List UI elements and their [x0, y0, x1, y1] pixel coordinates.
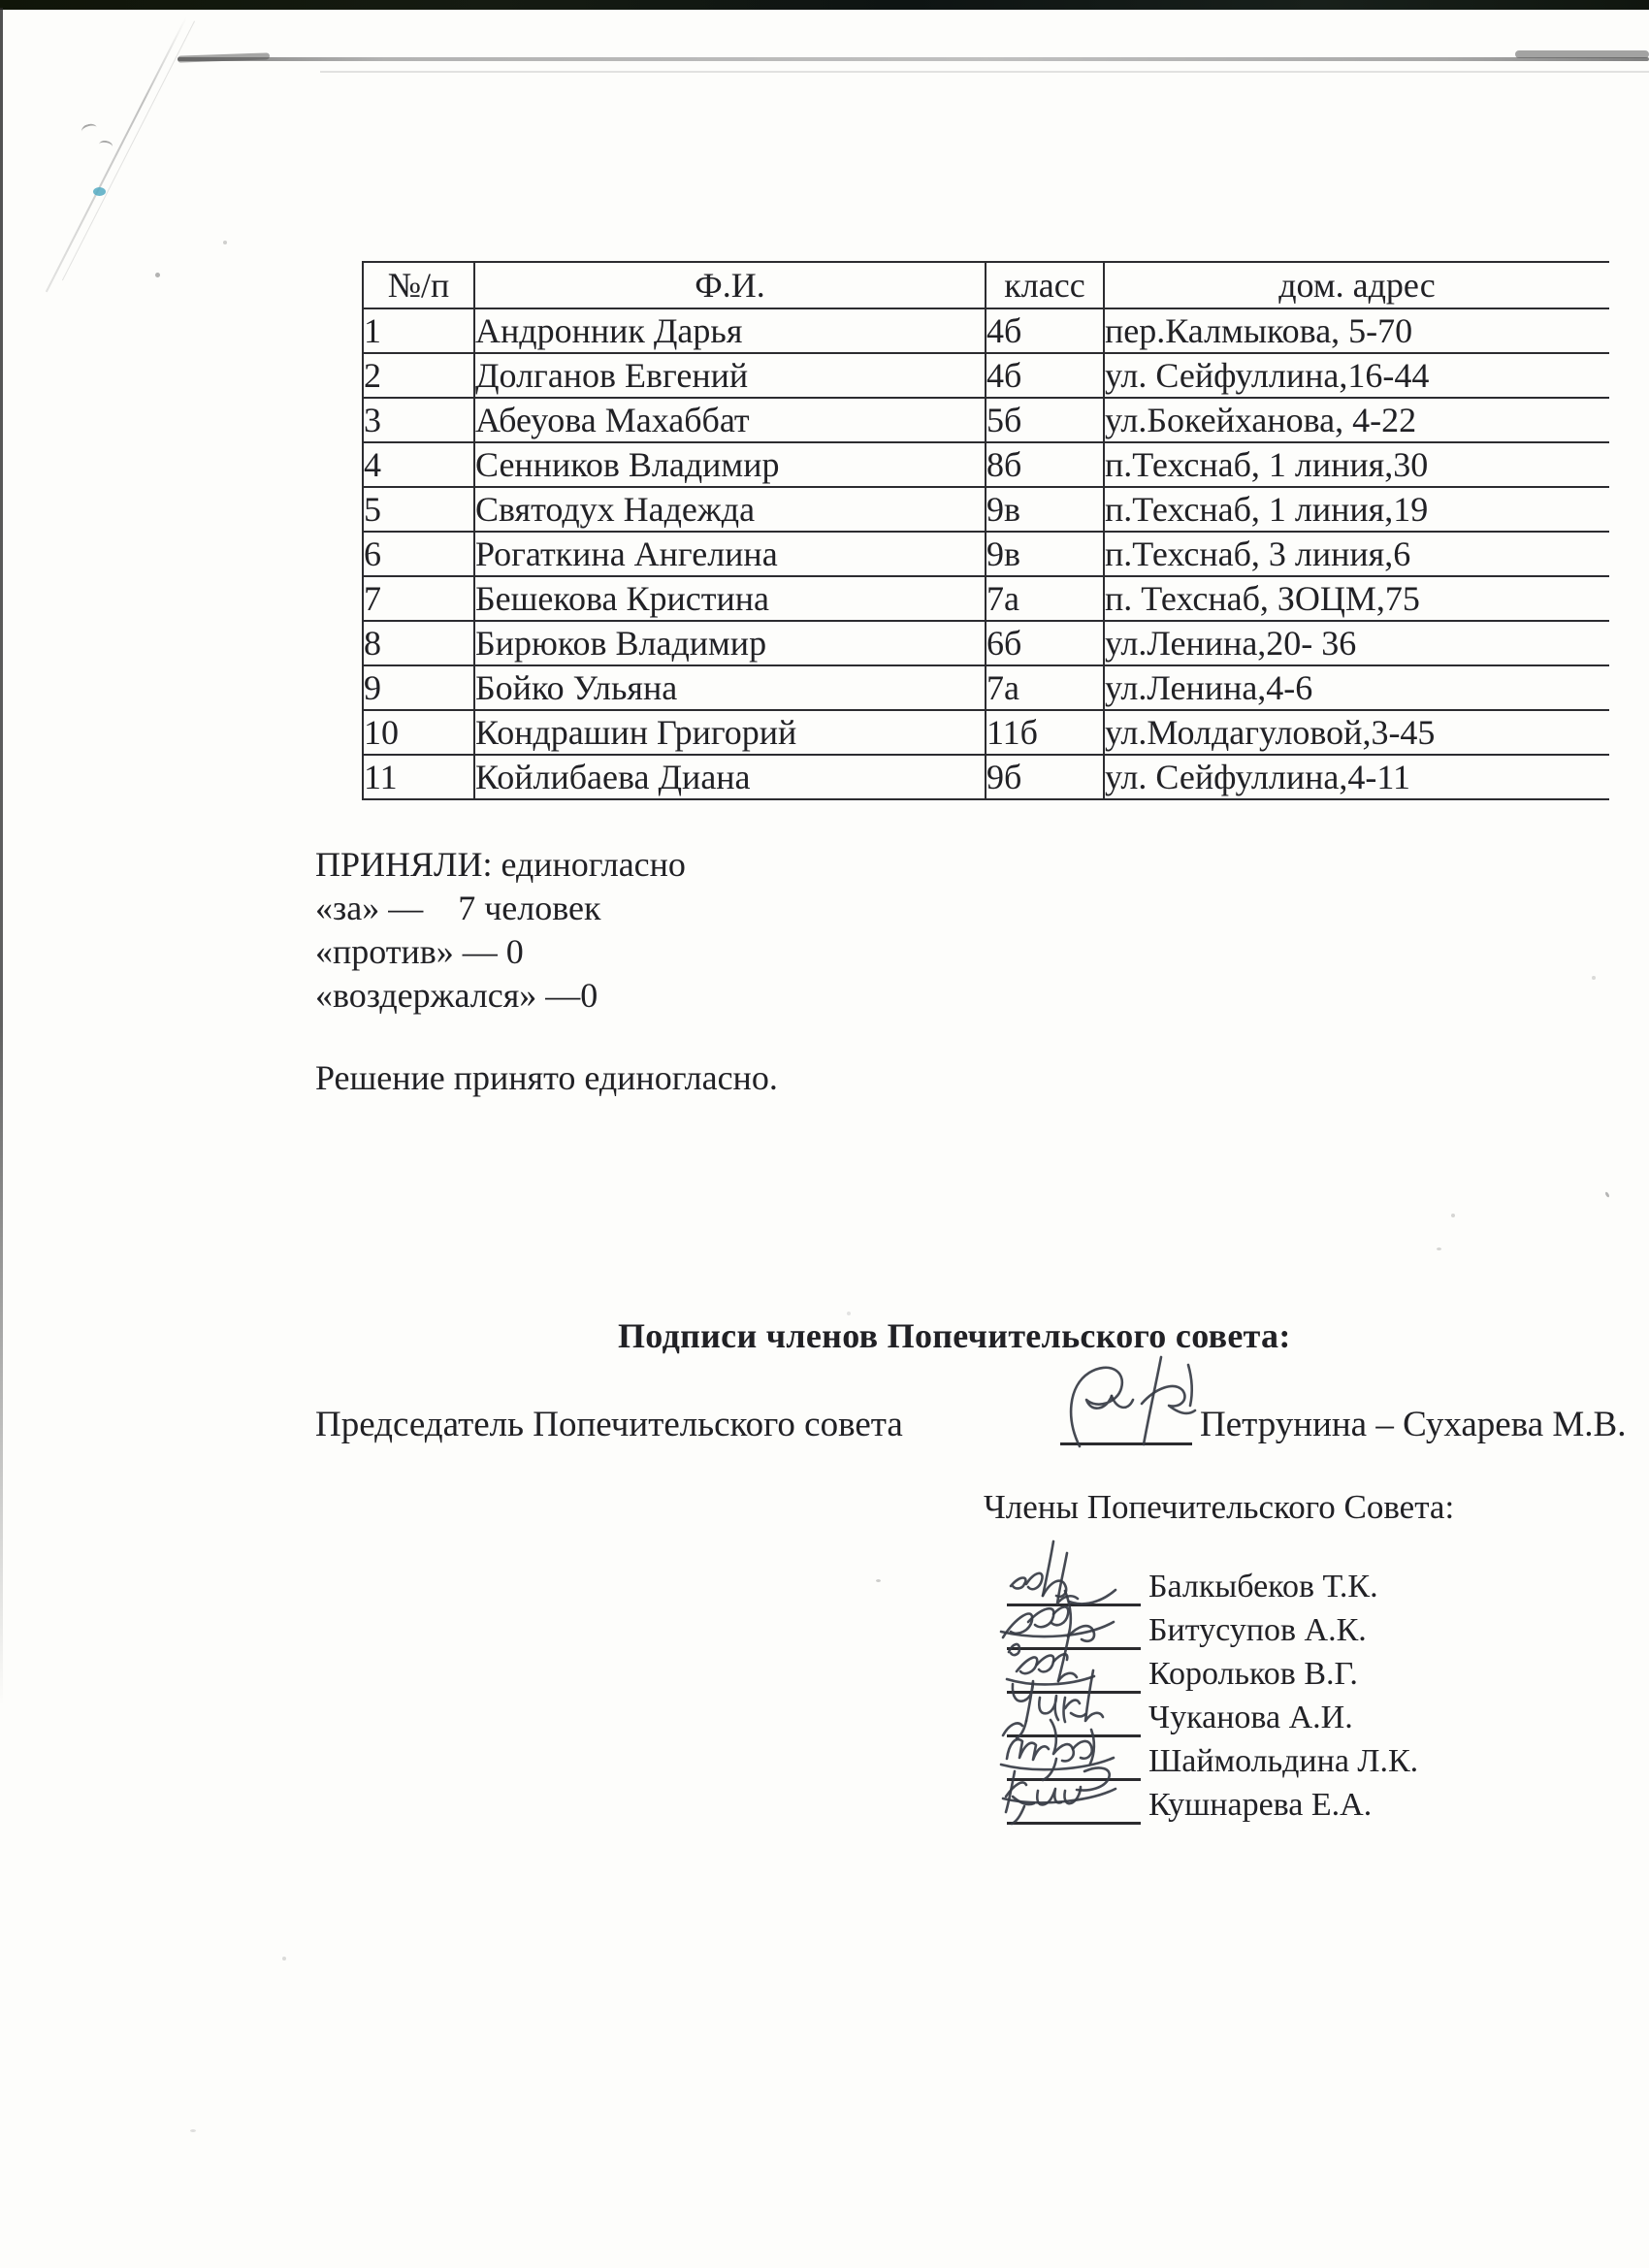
cell-address: ул.Ленина,20- 36	[1104, 621, 1609, 665]
cell-name: Андронник Дарья	[474, 308, 986, 353]
scanner-edge-left	[0, 8, 3, 1705]
cell-name: Койлибаева Диана	[474, 755, 986, 799]
cell-number: 1	[363, 308, 474, 353]
table-row	[363, 710, 1609, 755]
table-row	[363, 665, 1609, 710]
member-name: Кушнарева Е.А.	[1148, 1787, 1373, 1823]
table-row	[363, 353, 1609, 398]
vote-against-line: «против» — 0	[315, 932, 524, 971]
table-row	[363, 576, 1609, 621]
scan-speck	[1451, 1214, 1455, 1217]
scan-speck	[155, 273, 160, 277]
paper-edge-shadow-start	[178, 52, 270, 62]
column-header-grade: класс	[986, 262, 1104, 308]
cell-grade: 7а	[986, 665, 1104, 710]
vote-accepted-line: ПРИНЯЛИ: единогласно	[315, 845, 686, 884]
cell-name: Абеуова Махаббат	[474, 398, 986, 442]
scan-speck	[1437, 1247, 1441, 1250]
cell-grade: 9б	[986, 755, 1104, 799]
cell-address: п.Техснаб, 1 линия,19	[1104, 487, 1609, 532]
cell-address: п. Техснаб, ЗОЦМ,75	[1104, 576, 1609, 621]
scanner-edge-top	[0, 0, 1649, 10]
members-title: Члены Попечительского Совета:	[984, 1488, 1455, 1526]
column-header-address: дом. адрес	[1104, 262, 1609, 308]
member-signature	[997, 1748, 1143, 1831]
cell-number: 3	[363, 398, 474, 442]
cell-address: п.Техснаб, 1 линия,30	[1104, 442, 1609, 487]
pencil-mark	[81, 122, 98, 137]
member-name: Чуканова А.И.	[1148, 1700, 1353, 1735]
cell-name: Кондрашин Григорий	[474, 710, 986, 755]
cell-number: 9	[363, 665, 474, 710]
cell-number: 6	[363, 532, 474, 576]
table-row	[363, 755, 1609, 799]
paper-edge-shadow-secondary	[320, 71, 1649, 73]
cell-grade: 9в	[986, 532, 1104, 576]
table-row	[363, 621, 1609, 665]
cell-address: пер.Калмыкова, 5-70	[1104, 308, 1609, 353]
cell-grade: 5б	[986, 398, 1104, 442]
cell-name: Бойко Ульяна	[474, 665, 986, 710]
cell-address: ул.Ленина,4-6	[1104, 665, 1609, 710]
cell-grade: 11б	[986, 710, 1104, 755]
scan-speck	[190, 2129, 196, 2132]
cell-address: п.Техснаб, 3 линия,6	[1104, 532, 1609, 576]
cell-number: 7	[363, 576, 474, 621]
cell-name: Сенников Владимир	[474, 442, 986, 487]
table-row	[363, 442, 1609, 487]
scan-speck	[1604, 1191, 1610, 1198]
cell-number: 4	[363, 442, 474, 487]
paper-edge-shadow	[178, 57, 1649, 61]
vote-for-line: «за» — 7 человек	[315, 889, 601, 927]
cell-number: 2	[363, 353, 474, 398]
cell-address: ул.Бокейханова, 4-22	[1104, 398, 1609, 442]
member-name: Корольков В.Г.	[1148, 1656, 1358, 1692]
column-header-name: Ф.И.	[474, 262, 986, 308]
cell-grade: 8б	[986, 442, 1104, 487]
member-name: Битусупов А.К.	[1148, 1612, 1367, 1648]
signatures-title: Подписи членов Попечительского совета:	[618, 1316, 1291, 1355]
paper-crease-faint	[62, 21, 195, 281]
cell-grade: 7а	[986, 576, 1104, 621]
cell-number: 10	[363, 710, 474, 755]
column-header-number: №/п	[363, 262, 474, 308]
cell-grade: 4б	[986, 353, 1104, 398]
cell-number: 11	[363, 755, 474, 799]
vote-abstained-line: «воздержался» —0	[315, 976, 598, 1015]
cell-name: Бешекова Кристина	[474, 576, 986, 621]
chairman-signature-line	[1060, 1360, 1192, 1445]
table-row	[363, 398, 1609, 442]
cell-address: ул. Сейфуллина,4-11	[1104, 755, 1609, 799]
cell-grade: 9в	[986, 487, 1104, 532]
cell-name: Рогаткина Ангелина	[474, 532, 986, 576]
scan-speck-cyan	[93, 187, 106, 196]
table-header-row	[363, 262, 1609, 308]
table-row	[363, 308, 1609, 353]
paper-edge-shadow-right	[1515, 50, 1649, 58]
scan-speck	[282, 1957, 286, 1960]
chairman-label: Председатель Попечительского совета	[315, 1405, 903, 1444]
signature-line	[1007, 1779, 1141, 1825]
student-roster-table	[362, 261, 1609, 800]
chairman-name: Петрунина – Сухарева М.В.	[1200, 1405, 1627, 1444]
pencil-mark	[98, 140, 113, 151]
cell-address: ул. Сейфуллина,16-44	[1104, 353, 1609, 398]
cell-number: 8	[363, 621, 474, 665]
scan-speck	[876, 1579, 881, 1582]
cell-grade: 4б	[986, 308, 1104, 353]
decision-line: Решение принято единогласно.	[315, 1058, 778, 1097]
cell-number: 5	[363, 487, 474, 532]
cell-name: Святодух Надежда	[474, 487, 986, 532]
table-row	[363, 487, 1609, 532]
member-name: Балкыбеков Т.К.	[1148, 1569, 1378, 1604]
table-row	[363, 532, 1609, 576]
paper-crease	[46, 16, 187, 292]
member-signature-row	[1007, 1782, 1372, 1825]
cell-name: Бирюков Владимир	[474, 621, 986, 665]
member-name: Шаймольдина Л.К.	[1148, 1743, 1419, 1779]
scan-speck	[1592, 976, 1596, 980]
cell-grade: 6б	[986, 621, 1104, 665]
cell-address: ул.Молдагуловой,3-45	[1104, 710, 1609, 755]
cell-name: Долганов Евгений	[474, 353, 986, 398]
voting-results-block	[315, 843, 686, 1018]
scan-speck	[223, 241, 227, 244]
